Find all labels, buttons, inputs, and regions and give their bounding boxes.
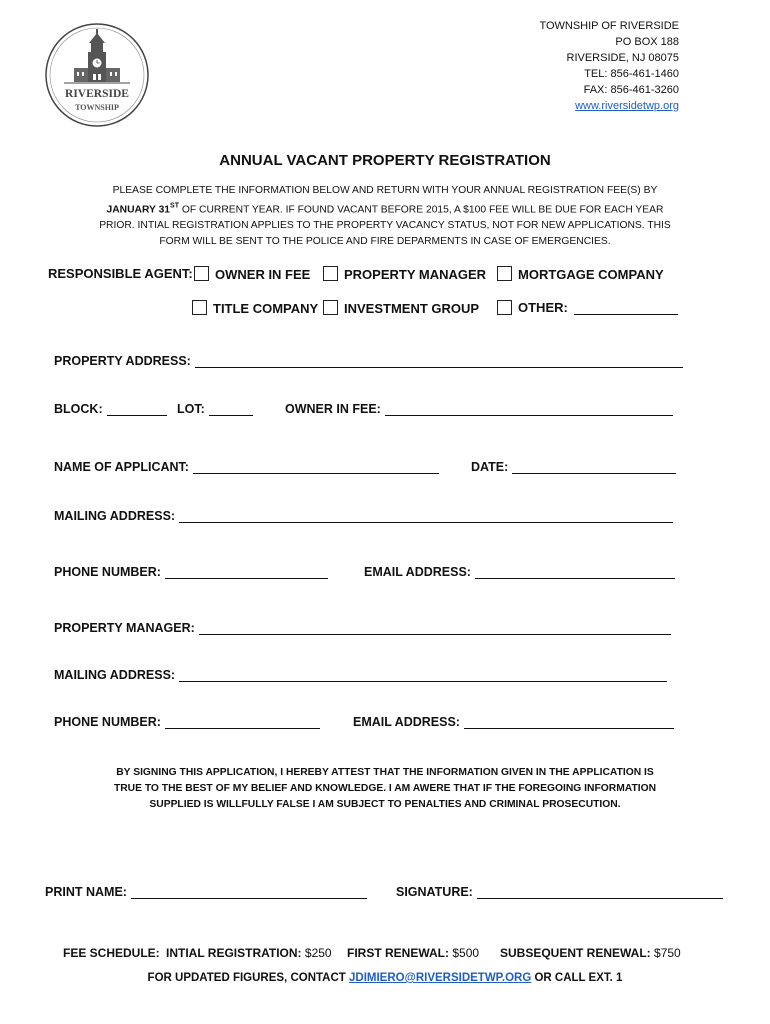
option-other[interactable] (497, 300, 678, 315)
investment-group-label: INVESTMENT GROUP (344, 301, 480, 316)
initial-registration-label: INTIAL REGISTRATION: (166, 946, 302, 960)
phone-label: PHONE NUMBER: (54, 565, 161, 579)
instructions-paragraph (95, 183, 675, 250)
manager-phone-field (54, 714, 320, 729)
email-label: EMAIL ADDRESS: (364, 565, 471, 579)
form-title: ANNUAL VACANT PROPERTY REGISTRATION (219, 152, 551, 169)
mortgage-company-checkbox[interactable] (497, 266, 512, 281)
date-field (471, 459, 676, 474)
owner-in-fee-field-label: OWNER IN FEE: (285, 402, 381, 416)
phone-field (54, 564, 328, 579)
owner-in-fee-field (285, 401, 673, 416)
logo-subtitle: TOWNSHIP (75, 103, 119, 112)
mailing-address-field (54, 508, 673, 523)
applicant-name-input[interactable] (193, 459, 439, 474)
owner-in-fee-input[interactable] (385, 401, 673, 416)
owner-in-fee-label: OWNER IN FEE (215, 267, 311, 282)
block-label: BLOCK: (54, 402, 103, 416)
instructions-line-2 (95, 199, 675, 218)
other-input[interactable] (574, 300, 678, 315)
logo-name: RIVERSIDE (65, 88, 129, 100)
title-company-checkbox[interactable] (192, 300, 207, 315)
address-line-3: RIVERSIDE, NJ 08075 (566, 52, 679, 64)
lot-label: LOT: (177, 402, 205, 416)
property-manager-label: PROPERTY MANAGER (344, 267, 487, 282)
mailing-address-label: MAILING ADDRESS: (54, 509, 176, 523)
property-address-input[interactable] (195, 353, 683, 368)
option-property-manager[interactable] (323, 266, 486, 282)
signature-field (396, 884, 723, 899)
manager-email-field (353, 714, 674, 729)
investment-group-checkbox[interactable] (323, 300, 338, 315)
phone-input[interactable] (165, 564, 328, 579)
address-line-2: PO BOX 188 (615, 36, 679, 48)
contact-line (0, 972, 770, 984)
property-manager-field-label: PROPERTY MANAGER: (54, 621, 195, 635)
mailing-address-input[interactable] (179, 508, 673, 523)
attestation-line-3: SUPPLIED IS WILLFULLY FALSE I AM SUBJECT TO PENALTIES AND CRIMINAL PROSECUTION. (149, 799, 621, 810)
other-label: OTHER: (518, 300, 568, 315)
property-manager-field (54, 620, 671, 635)
website-link[interactable]: www.riversidetwp.org (575, 100, 679, 112)
address-fax: FAX: 856-461-3260 (583, 84, 679, 96)
address-tel: TEL: 856-461-1460 (584, 68, 679, 80)
lot-field (177, 401, 253, 416)
contact-prefix: FOR UPDATED FIGURES, CONTACT (147, 972, 350, 984)
title-company-label: TITLE COMPANY (213, 301, 319, 316)
instructions-line-3: PRIOR. INTIAL REGISTRATION APPLIES TO THE PROPERTY VACANCY STATUS, NOT FOR NEW APPLICATIONS. THIS (99, 220, 671, 232)
subsequent-renewal-fee: $750 (654, 946, 681, 960)
first-renewal-fee: $500 (452, 946, 480, 960)
date-label: DATE: (471, 460, 509, 474)
applicant-name-field (54, 459, 439, 474)
email-field (364, 564, 675, 579)
other-checkbox[interactable] (497, 300, 512, 315)
signature-label: SIGNATURE: (396, 885, 473, 899)
property-address-field (54, 353, 683, 368)
subsequent-renewal-label: SUBSEQUENT RENEWAL: (500, 946, 651, 960)
instructions-line-4: FORM WILL BE SENT TO THE POLICE AND FIRE DEPARMENTS IN CASE OF EMERGENCIES. (159, 236, 611, 248)
township-logo (44, 22, 150, 128)
print-name-label: PRINT NAME: (45, 885, 127, 899)
option-mortgage-company[interactable] (497, 266, 664, 282)
deadline-ordinal: ST (170, 203, 179, 210)
contact-suffix: OR CALL EXT. 1 (531, 972, 623, 984)
owner-in-fee-checkbox[interactable] (194, 266, 209, 281)
instructions-line-1: PLEASE COMPLETE THE INFORMATION BELOW AND RETURN WITH YOUR ANNUAL REGISTRATION FEE(S) BY (112, 185, 658, 196)
option-title-company[interactable] (192, 300, 318, 316)
manager-email-label: EMAIL ADDRESS: (353, 715, 460, 729)
clock-tower-icon (44, 22, 150, 128)
applicant-name-label: NAME OF APPLICANT: (54, 460, 189, 474)
fee-schedule-label: FEE SCHEDULE: (63, 946, 160, 960)
block-field (54, 401, 167, 416)
instructions-line-2-rest: OF CURRENT YEAR. IF FOUND VACANT BEFORE 2015, A $100 FEE WILL BE DUE FOR EACH YEAR (179, 204, 664, 216)
lot-input[interactable] (209, 401, 253, 416)
date-input[interactable] (512, 459, 676, 474)
option-investment-group[interactable] (323, 300, 479, 316)
property-manager-input[interactable] (199, 620, 671, 635)
initial-registration-fee: $250 (304, 946, 332, 960)
manager-mailing-address-input[interactable] (179, 667, 667, 682)
mortgage-company-label: MORTGAGE COMPANY (518, 267, 664, 282)
property-address-label: PROPERTY ADDRESS: (54, 354, 191, 368)
attestation-line-2: TRUE TO THE BEST OF MY BELIEF AND KNOWLEDGE. I AM AWERE THAT IF THE FOREGOING INFORMATION (113, 783, 657, 794)
township-address-block (539, 18, 679, 114)
property-manager-checkbox[interactable] (323, 266, 338, 281)
manager-mailing-address-label: MAILING ADDRESS: (54, 668, 176, 682)
address-line-1: TOWNSHIP OF RIVERSIDE (539, 20, 679, 32)
manager-phone-label: PHONE NUMBER: (54, 715, 161, 729)
print-name-input[interactable] (131, 884, 367, 899)
option-owner-in-fee[interactable] (194, 266, 310, 282)
block-input[interactable] (107, 401, 167, 416)
signature-input[interactable] (477, 884, 723, 899)
deadline-date: JANUARY 31 (106, 204, 171, 216)
email-input[interactable] (475, 564, 675, 579)
contact-email-link[interactable]: JDIMIERO@RIVERSIDETWP.ORG (349, 972, 532, 984)
responsible-agent-label: RESPONSIBLE AGENT: (48, 266, 193, 281)
attestation-line-1: BY SIGNING THIS APPLICATION, I HEREBY ATTEST THAT THE INFORMATION GIVEN IN THE APPLICATION IS (116, 767, 654, 778)
print-name-field (45, 884, 367, 899)
manager-mailing-address-field (54, 667, 667, 682)
manager-email-input[interactable] (464, 714, 674, 729)
attestation-statement (90, 765, 680, 813)
manager-phone-input[interactable] (165, 714, 320, 729)
first-renewal-label: FIRST RENEWAL: (347, 946, 449, 960)
